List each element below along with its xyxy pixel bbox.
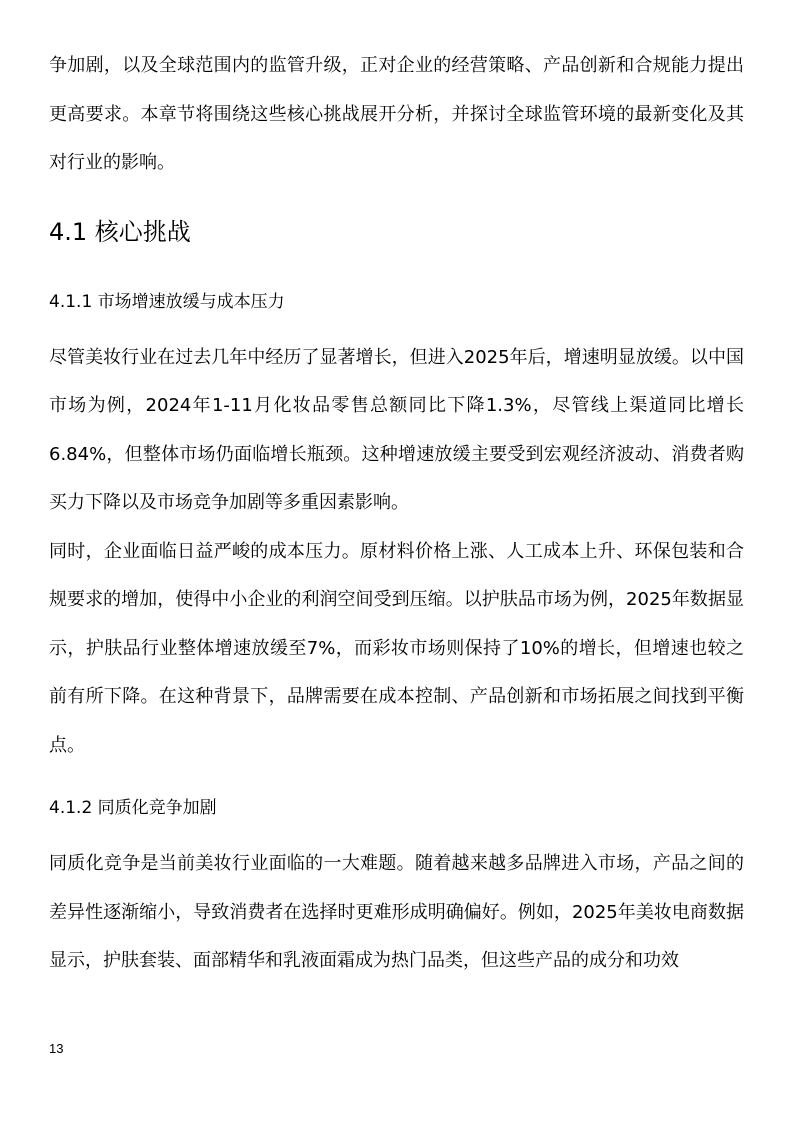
subsection-1-paragraph-1: 尽管美妆行业在过去几年中经历了显著增长，但进入2025年后，增速明显放缓。以中国市场为例，2024年1-11月化妆品零售总额同比下降1.3%，尽管线上渠道同比增长6.84%，但整体市场仍面临增长瓶颈。这种增速放缓主要受到宏观经济波动、消费者购买力下降以及市场竞争加剧等多重因素影响。 (49, 346, 744, 513)
subsection-heading-1: 4.1.1 市场增速放缓与成本压力 (49, 291, 285, 312)
subsection-1-paragraph-2: 同时，企业面临日益严峻的成本压力。原材料价格上涨、人工成本上升、环保包装和合规要求的增加，使得中小企业的利润空间受到压缩。以护肤品市场为例，2025年数据显示，护肤品行业整体增速放缓至7%，而彩妆市场则保持了10%的增长，但增速也较之前有所下降。在这种背景下，品牌需要在成本控制、产品创新和市场拓展之间找到平衡点。 (49, 540, 744, 756)
section-heading: 4.1 核心挑战 (49, 217, 191, 246)
page-content (49, 42, 744, 986)
subsection-2-paragraph-1: 同质化竞争是当前美妆行业面临的一大难题。随着越来越多品牌进入市场，产品之间的差异性逐渐缩小，导致消费者在选择时更难形成明确偏好。例如，2025年美妆电商数据显示，护肤套装、面部精华和乳液面霜成为热门品类，但这些产品的成分和功效 (49, 853, 744, 971)
page-number: 13 (49, 1041, 64, 1056)
intro-paragraph: 争加剧，以及全球范围内的监管升级，正对企业的经营策略、产品创新和合规能力提出更高要求。本章节将围绕这些核心挑战展开分析，并探讨全球监管环境的最新变化及其对行业的影响。 (49, 55, 744, 173)
subsection-heading-2: 4.1.2 同质化竞争加剧 (49, 798, 217, 818)
